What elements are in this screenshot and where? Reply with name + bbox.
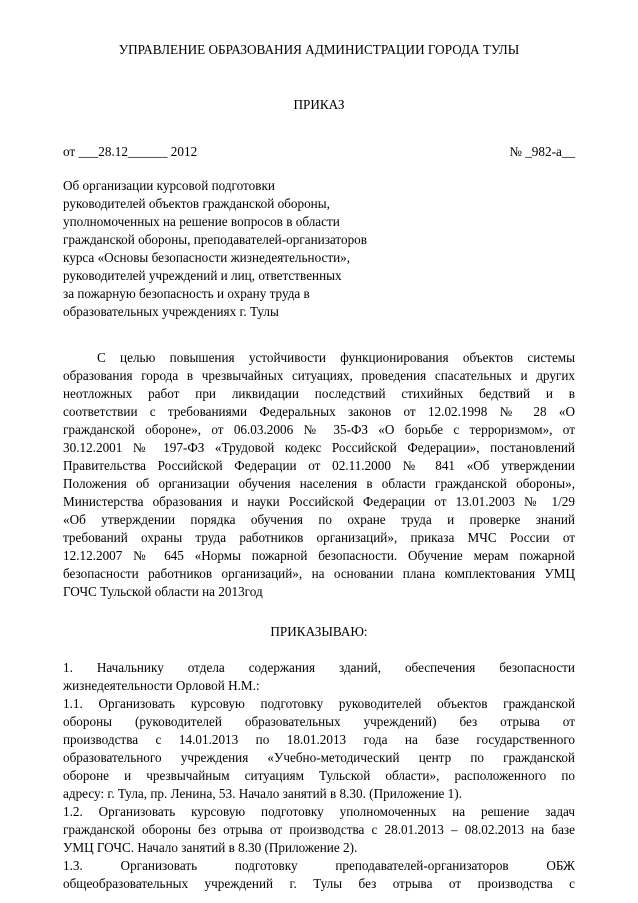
item-line: УМЦ ГОЧС. Начало занятий в 8.30 (Приложение 2).	[63, 840, 358, 855]
subject-line: уполномоченных на решение вопросов в области	[63, 214, 340, 229]
order-number: № _982-а__	[509, 144, 575, 159]
subject-line: Об организации курсовой подготовки	[63, 178, 275, 193]
subject-line: руководителей учреждений и лиц, ответственных	[63, 268, 342, 283]
item-line: гражданской обороны без отрыва от производства с 28.01.2013 – 08.02.2013 на базе	[63, 822, 575, 837]
item-line: общеобразовательных учреждений г. Тулы без отрыва от производства с	[63, 876, 575, 891]
item-line: обороне и чрезвычайным ситуациям Тульской области», расположенного по	[63, 768, 575, 783]
organization-header: УПРАВЛЕНИЕ ОБРАЗОВАНИЯ АДМИНИСТРАЦИИ ГОРОДА ТУЛЫ	[118, 42, 520, 57]
preamble-line: 12.12.2007 № 645 «Нормы пожарной безопасности. Обучение мерам пожарной	[63, 548, 575, 563]
preamble-line: образования города в чрезвычайных ситуациях, проведения спасательных и других	[63, 368, 575, 383]
preamble-line: гражданской обороне», от 06.03.2006 № 35-ФЗ «О борьбе с терроризмом», от	[63, 422, 575, 437]
item-line: 1.2. Организовать курсовую подготовку уполномоченных на решение задач	[63, 804, 575, 819]
preamble-line: неотложных работ при ликвидации последствий стихийных бедствий и в	[63, 386, 575, 401]
subject-line: руководителей объектов гражданской обороны,	[63, 196, 330, 211]
preamble-line: «Об утверждении порядка обучения по охране труда и проверке знаний	[63, 512, 575, 527]
preamble-line: 30.12.2001 № 197-ФЗ «Трудовой кодекс Российской Федерации», постановлений	[63, 440, 575, 455]
subject-line: курса «Основы безопасности жизнедеятельности»,	[63, 250, 351, 265]
order-heading: ПРИКАЗЫВАЮ:	[270, 624, 368, 639]
preamble-line: соответствии с требованиями Федеральных законов от 12.02.1998 № 28 «О	[63, 404, 575, 419]
subject-line: образовательных учреждениях г. Тулы	[63, 304, 279, 319]
item-line: адресу: г. Тула, пр. Ленина, 53. Начало занятий в 8.30. (Приложение 1).	[63, 786, 462, 801]
preamble-line: требований охраны труда работников организаций», приказа МЧС России от	[63, 530, 575, 545]
preamble-line: Министерства образования и науки Российской Федерации от 13.01.2003 № 1/29	[63, 494, 575, 509]
preamble-line: ГОЧС Тульской области на 2013год	[63, 584, 263, 599]
preamble-line: безопасности работников организаций», на основании плана комплектования УМЦ	[63, 566, 575, 581]
preamble-line: Правительства Российской Федерации от 02.11.2000 № 841 «Об утверждении	[63, 458, 575, 473]
item-line: 1. Начальнику отдела содержания зданий, обеспечения безопасности	[63, 660, 575, 675]
item-line: образовательного учреждения «Учебно-методический центр по гражданской	[63, 750, 575, 765]
item-line: жизнедеятельности Орловой Н.М.:	[63, 678, 260, 693]
item-line: 1.3. Организовать подготовку преподавателей-организаторов ОБЖ	[63, 858, 575, 873]
subject-line: за пожарную безопасность и охрану труда в	[63, 286, 310, 301]
preamble-line: С целью повышения устойчивости функционирования объектов системы	[97, 350, 575, 365]
subject-line: гражданской обороны, преподавателей-организаторов	[63, 232, 368, 247]
preamble-line: Положения об организации обучения населения в области гражданской обороны»,	[63, 476, 575, 491]
item-line: производства с 14.01.2013 по 18.01.2013 года на базе государственного	[63, 732, 575, 747]
item-line: обороны (руководителей образовательных учреждений) без отрыва от	[63, 714, 575, 729]
order-date: от ___28.12______ 2012	[63, 144, 198, 159]
item-line: 1.1. Организовать курсовую подготовку руководителей объектов гражданской	[63, 696, 575, 711]
document-type-title: ПРИКАЗ	[293, 97, 345, 112]
